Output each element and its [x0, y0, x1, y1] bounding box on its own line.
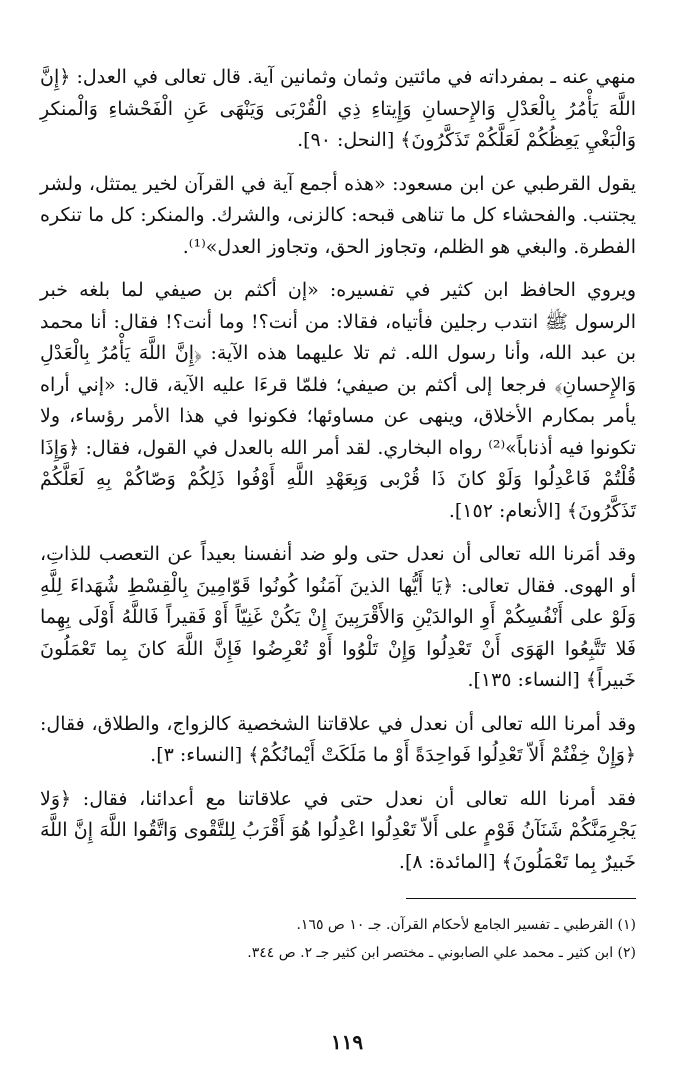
paragraph-justice-verse: منهي عنه ـ بمفرداته في مائتين وثمان وثمانين آية. قال تعالى في العدل: ﴿إِنَّ اللَّهَ يَأْمُرُ بِالْعَدْلِ وَالإِحسانِ وَإِيتاءِ ذِي الْقُرْبَى وَيَنْهَى عَنِ الْفَحْشاءِ وَالْمنكرِ وَالْبَغْيِ يَعِظُكُمْ لَعَلَّكُمْ تَذَكَّرُونَ﴾ [النحل: ٩٠].: [40, 66, 636, 151]
footnote-1: (١) القرطبي ـ تفسير الجامع لأحكام القرآن. جـ ١٠ ص ١٦٥.: [296, 917, 636, 933]
paragraph-justice-with-enemies: فقد أمرنا الله تعالى أن نعدل حتى في علاقاتنا مع أعدائنا، فقال: ﴿وَلا يَجْرِمَنَّكُمْ شَنَآنُ قَوْمٍ على أَلاّ تَعْدِلُوا اعْدِلُوا هُوَ أَقْرَبُ لِلتَّقْوى وَاتَّقُوا اللَّهَ إِنَّ اللَّهَ خَبيرٌ بِما تَعْمَلُونَ﴾ [المائدة: ٨].: [40, 787, 636, 873]
paragraph-justice-against-self: وقد أمَرنا الله تعالى أن نعدل حتى ولو ضد أنفسنا بعيداً عن التعصب للذاتِ، أو الهوى. فقال تعالى: ﴿يَا أَيُّها الذينَ آمَنُوا كُونُوا قَوّامِينَ بِالْقِسْطِ شُهَداءَ لِلَّهِ وَلَوْ على أَنْفُسِكُمْ أَوِ الوالدَيْنِ وَالأَقْرَبِينَ إِنْ يَكُنْ غَنِيّاً أَوْ فَقيراً فَاللَّهُ أَوْلَى بِهِما فَلا تَتَّبِعُوا الهَوَى أَنْ تَعْدِلُوا وَإِنْ تَلْوُوا أَوْ تُعْرِضُوا فَإِنَّ اللَّهَ كانَ بِما تَعْمَلُونَ خَبيراً﴾ [النساء: ١٣٥].: [40, 543, 636, 691]
footnote-divider: [406, 898, 636, 899]
paragraph-ibn-kathir-story: ويروي الحافظ ابن كثير في تفسيره: «إن أكثم بن صيفي لما بلغه خبر الرسول ﷺ انتدب رجلين فأتياه، فقالا: من أنت؟! وما أنت؟! فقال: أنا محمد بن عبد الله، وأنا رسول الله. ثم تلا عليهما هذه الآية: ﴿إِنَّ اللَّهَ يَأْمُرُ بِالْعَدْلِ وَالإِحسانِ﴾ فرجعا إلى أكثم بن صيفي؛ فلمّا قرءَا عليه الآية، قال: «إني أراه يأمر بمكارم الأخلاق، وينهى عن مساوئها؛ فكونوا في هذا الأمر رؤساء، ولا تكونوا فيه أذناباً»⁽²⁾ رواه البخاري. لقد أمر الله بالعدل في القول، فقال: ﴿وَإِذَا قُلْتُمْ فَاعْدِلُوا وَلَوْ كانَ ذَا قُرْبى وَبِعَهْدِ اللَّهِ أَوْفُوا ذَلِكُمْ وَصّاكُمْ بِهِ لَعَلَّكُمْ تَذَكَّرُونَ﴾ [الأنعام: ١٥٢].: [40, 279, 636, 522]
footnote-2: (٢) ابن كثير ـ محمد علي الصابوني ـ مختصر ابن كثير جـ ٢. ص ٣٤٤.: [247, 945, 636, 961]
page-number: ١١٩: [330, 1030, 364, 1054]
paragraph-qurtubi-quote: يقول القرطبي عن ابن مسعود: «هذه أجمع آية في القرآن لخير يمتثل، ولشر يجتنب. والفحشاء كل ما تناهى قبحه: كالزنى، والشرك. والمنكر: كل ما تنكره الفطرة. والبغي هو الظلم، وتجاوز الحق، وتجاوز العدل»⁽¹⁾.: [40, 172, 636, 258]
paragraph-personal-relations: وقد أمرنا الله تعالى أن نعدل في علاقاتنا الشخصية كالزواج، والطلاق، فقال: ﴿وَإِنْ خِفْتُمْ أَلاّ تَعْدِلُوا فَواحِدَةً أَوْ ما مَلَكَتْ أَيْمانُكُمْ﴾ [النساء: ٣].: [40, 712, 636, 766]
